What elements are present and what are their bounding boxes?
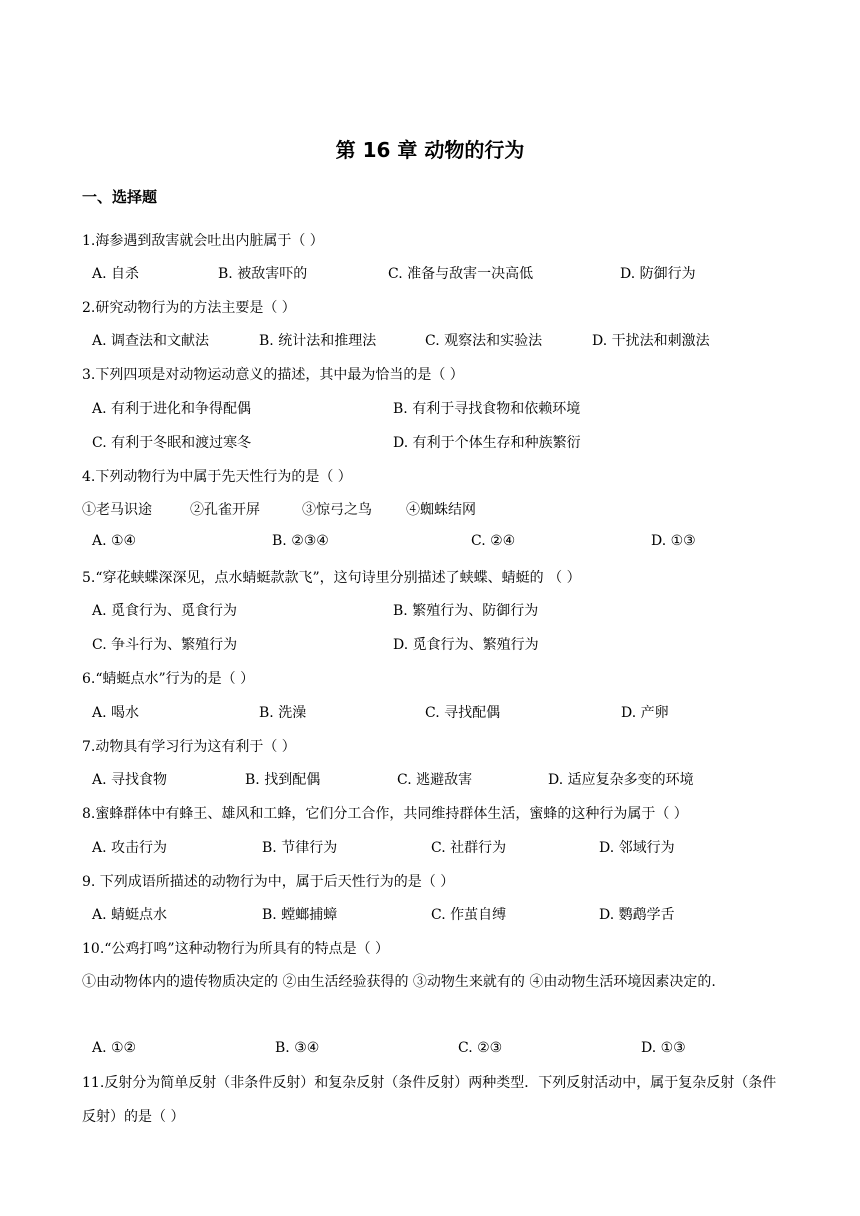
question-5-stem: 5.“穿花蛱蝶深深见，点水蜻蜓款款飞”，这句诗里分别描述了蛱蝶、蜻蜓的 （ ）: [82, 570, 581, 586]
question-1-option-d: D. 防御行为: [620, 266, 696, 282]
question-7-option-a: A. 寻找食物: [92, 772, 168, 788]
question-3-option-d: D. 有利于个体生存和种族繁衍: [393, 435, 581, 451]
question-5-option-c: C. 争斗行为、繁殖行为: [92, 637, 238, 653]
question-6-option-c: C. 寻找配偶: [425, 705, 501, 721]
question-7-option-c: C. 逃避敌害: [397, 772, 473, 788]
question-7-option-b: B. 找到配偶: [245, 772, 321, 788]
question-9-option-d: D. 鹦鹉学舌: [599, 907, 675, 923]
question-2-stem: 2.研究动物行为的方法主要是（ ）: [82, 300, 296, 316]
question-1-option-b: B. 被敌害吓的: [218, 266, 308, 282]
question-3-stem: 3.下列四项是对动物运动意义的描述，其中最为恰当的是（ ）: [82, 367, 464, 383]
question-4-item-3: ③惊弓之鸟: [302, 502, 372, 518]
question-2-option-b: B. 统计法和推理法: [259, 333, 377, 349]
question-8-option-d: D. 邻域行为: [599, 840, 675, 856]
question-10-option-d: D. ①③: [641, 1040, 686, 1056]
question-9-stem: 9. 下列成语所描述的动物行为中，属于后天性行为的是（ ）: [82, 874, 455, 890]
question-3-option-c: C. 有利于冬眠和渡过寒冬: [92, 435, 252, 451]
section-heading: 一、选择题: [82, 188, 158, 206]
question-10-option-b: B. ③④: [275, 1040, 320, 1056]
question-10-statements: ①由动物体内的遗传物质决定的 ②由生活经验获得的 ③动物生来就有的 ④由动物生活环境因素决定的.: [82, 974, 716, 990]
question-5-option-b: B. 繁殖行为、防御行为: [393, 603, 539, 619]
question-8-stem: 8.蜜蜂群体中有蜂王、雄风和工蜂，它们分工合作，共同维持群体生活，蜜蜂的这种行为属于（ ）: [82, 806, 688, 822]
question-4-stem: 4.下列动物行为中属于先天性行为的是（ ）: [82, 469, 352, 485]
question-8-option-a: A. 攻击行为: [92, 840, 168, 856]
question-4-option-d: D. ①③: [651, 533, 696, 549]
question-4-option-b: B. ②③④: [272, 533, 329, 549]
question-6-option-a: A. 喝水: [92, 705, 140, 721]
question-8-option-b: B. 节律行为: [262, 840, 338, 856]
question-3-option-a: A. 有利于进化和争得配偶: [92, 401, 252, 417]
question-4-item-1: ①老马识途: [82, 502, 152, 518]
question-9-option-b: B. 螳螂捕蟑: [262, 907, 338, 923]
question-10-option-a: A. ①②: [92, 1040, 137, 1056]
question-4-option-c: C. ②④: [471, 533, 516, 549]
question-2-option-a: A. 调查法和文献法: [92, 333, 210, 349]
question-2-option-c: C. 观察法和实验法: [425, 333, 543, 349]
question-9-option-a: A. 蜻蜓点水: [92, 907, 168, 923]
question-7-stem: 7.动物具有学习行为这有利于（ ）: [82, 739, 296, 755]
question-4-item-2: ②孔雀开屏: [190, 502, 260, 518]
question-8-option-c: C. 社群行为: [431, 840, 507, 856]
question-4-option-a: A. ①④: [92, 533, 137, 549]
question-6-stem: 6.“蜻蜓点水”行为的是（ ）: [82, 671, 255, 687]
question-6-option-b: B. 洗澡: [259, 705, 307, 721]
page-title: 第 16 章 动物的行为: [335, 138, 525, 162]
question-1-option-a: A. 自杀: [92, 266, 140, 282]
question-11-stem: 11.反射分为简单反射（非条件反射）和复杂反射（条件反射）两种类型．下列反射活动中，属于复杂反射（条件反射）的是（ ）: [82, 1075, 777, 1125]
question-5-option-a: A. 觅食行为、觅食行为: [92, 603, 238, 619]
question-1-stem: 1.海参遇到敌害就会吐出内脏属于（ ）: [82, 233, 324, 249]
question-6-option-d: D. 产卵: [621, 705, 669, 721]
question-4-item-4: ④蜘蛛结网: [406, 502, 476, 518]
question-1-option-c: C. 准备与敌害一决高低: [388, 266, 534, 282]
question-10-option-c: C. ②③: [458, 1040, 503, 1056]
question-9-option-c: C. 作茧自缚: [431, 907, 507, 923]
question-3-option-b: B. 有利于寻找食物和依赖环境: [393, 401, 581, 417]
question-5-option-d: D. 觅食行为、繁殖行为: [393, 637, 539, 653]
question-7-option-d: D. 适应复杂多变的环境: [548, 772, 694, 788]
question-10-stem: 10.“公鸡打鸣”这种动物行为所具有的特点是（ ）: [82, 941, 390, 957]
question-2-option-d: D. 干扰法和刺激法: [592, 333, 710, 349]
